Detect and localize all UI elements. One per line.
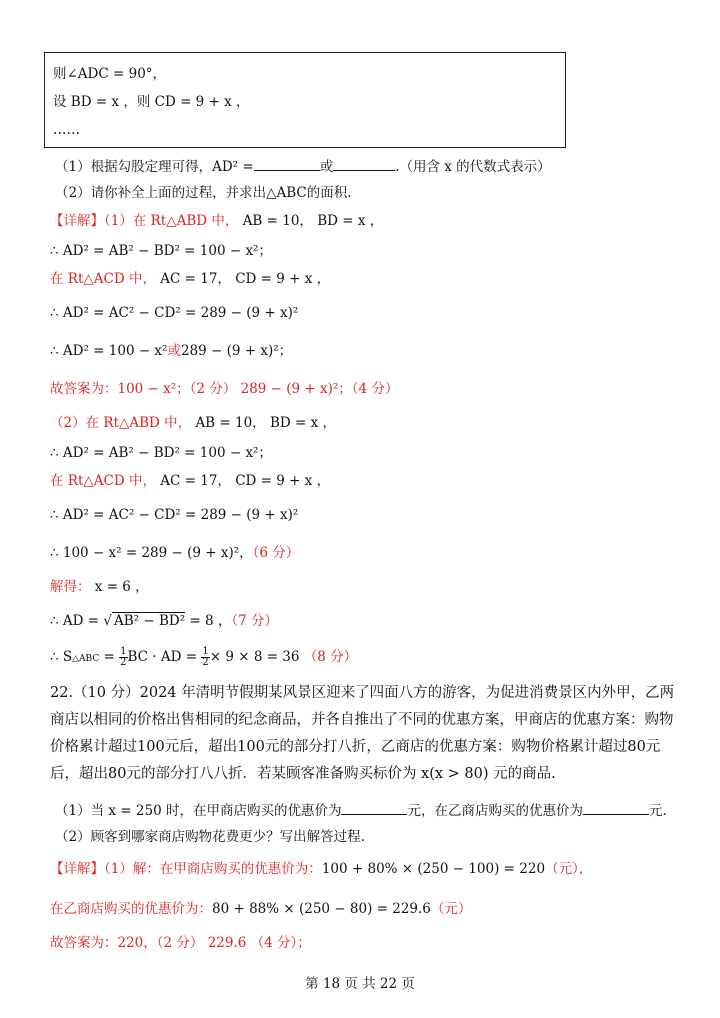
- p22-q1a: （1）当 x = 250 时，在甲商店购买的优惠价为: [55, 803, 342, 819]
- sol2-h4: × 9 × 8 = 36: [209, 649, 300, 665]
- q1-prefix: （1）根据勾股定理可得，AD² =: [55, 159, 254, 175]
- sol1-f: 故答案为：: [50, 381, 118, 397]
- question-1: [55, 156, 551, 176]
- sqrt-sign: √: [103, 613, 112, 629]
- problem-22-text: 22.（10 分）2024 年清明节假期某风景区迎来了四面八方的游客，为促进消费景区内外甲，乙两商店以相同的价格出售相同的纪念商品，并各自推出了不同的优惠方案，甲商店的优惠方案：购物价格累计超过100元后，超出100元的部分打八折，乙商店的优惠方案：购物价格累计超过80元后，超出80元的部分打八八折．若某顾客准备购买标价为 x(x > 80) 元的商品.: [50, 685, 675, 782]
- sol2-c2: AC = 17， CD = 9 + x ，: [160, 473, 331, 489]
- sol2-e2: （6 分）: [252, 545, 300, 561]
- page-footer: 第 18 页 共 22 页: [305, 976, 415, 992]
- sol2-f: 解得：: [50, 579, 91, 595]
- frac2-den: 2: [202, 657, 209, 668]
- q1-or: 或: [319, 159, 334, 175]
- given-box: [44, 52, 566, 148]
- frac1-num: 1: [120, 646, 127, 657]
- sol1-c: 在 Rt△ACD 中，: [50, 271, 156, 287]
- sol1-f2: 100 − x²；（2 分） 289 − (9 + x)²；（4 分）: [117, 381, 399, 397]
- p22-s1: （1）解：在甲商店购买的优惠价为：: [104, 861, 322, 877]
- answer-blank-4[interactable]: [583, 800, 649, 815]
- p22-s2e: （元）: [430, 901, 472, 917]
- sol1-c2: AC = 17， CD = 9 + x ，: [160, 271, 331, 287]
- sol2-b: ∴ AD² = AB² − BD² = 100 − x²；: [50, 445, 272, 461]
- solution-2-line-h: [50, 644, 357, 672]
- sol1-d: ∴ AD² = AC² − CD² = 289 − (9 + x)²: [50, 305, 299, 321]
- solution-2-line-g: [50, 612, 278, 630]
- p22-solution-line-3: [50, 934, 311, 952]
- solution-1-line-c: [50, 270, 330, 288]
- p22-s2: 在乙商店购买的优惠价为：: [50, 901, 212, 917]
- solution-heading: 【详解】: [50, 213, 104, 229]
- fraction-half-1: [119, 647, 127, 668]
- sol2-f2: x = 6 ，: [94, 579, 149, 595]
- sol1-e1: ∴ AD² = 100 − x²: [50, 343, 168, 359]
- sol1-a: （1）在 Rt△ABD 中，: [104, 213, 239, 229]
- sol2-h5: （8 分）: [303, 649, 358, 665]
- box-line-1: 则∠ADC = 90°，: [53, 66, 167, 82]
- p22-s1m: 100 + 80% × (250 − 100) = 220: [321, 861, 546, 877]
- question-2: （2）请你补全上面的过程，并求出△ABC的面积.: [55, 185, 352, 201]
- box-line-2: 设 BD = x ，则 CD = 9 + x ，: [53, 94, 250, 110]
- p22-s1e: （元），: [545, 861, 593, 877]
- answer-blank-3[interactable]: [341, 800, 407, 815]
- p22-solution-heading: 【详解】: [50, 861, 104, 877]
- solution-1-line-e: [50, 342, 292, 360]
- sqrt-radicand: AB² − BD²: [113, 613, 186, 629]
- answer-blank-1[interactable]: [254, 156, 320, 171]
- sol1-a2: AB = 10， BD = x ，: [242, 213, 384, 229]
- p22-solution-line-1: [50, 860, 592, 878]
- sol2-e: ∴ 100 − x² = 289 − (9 + x)²，: [50, 545, 253, 561]
- sol2-a: （2）在 Rt△ABD 中，: [50, 415, 192, 431]
- sol1-b: ∴ AD² = AB² − BD² = 100 − x²；: [50, 243, 272, 259]
- sol2-h1: ∴ S: [50, 649, 73, 665]
- p22-q1c: 元.: [648, 803, 667, 819]
- sol2-g3: （7 分）: [231, 613, 279, 629]
- p22-s3: 故答案为：: [50, 935, 118, 951]
- p22-q1b: 元，在乙商店购买的优惠价为: [407, 803, 583, 819]
- sol2-d: ∴ AD² = AC² − CD² = 289 − (9 + x)²: [50, 507, 299, 523]
- problem-22-q1: [55, 800, 667, 820]
- frac2-num: 1: [202, 646, 209, 657]
- frac1-den: 2: [120, 657, 127, 668]
- solution-2-line-c: [50, 472, 330, 490]
- sol2-h2: =: [99, 649, 120, 665]
- sol2-g2: = 8 ，: [185, 613, 232, 629]
- p22-solution-line-2: [50, 900, 471, 918]
- sol2-a2: AB = 10， BD = x ，: [195, 415, 337, 431]
- p22-s3m: 220，（2 分） 229.6 （4 分）；: [117, 935, 311, 951]
- solution-1-line-f: [50, 380, 398, 398]
- sol1-e3: 289 − (9 + x)²；: [180, 343, 293, 359]
- solution-2-line-a: [50, 414, 336, 432]
- problem-22-q2: （2）顾客到哪家商店购物花费更少？写出解答过程.: [55, 829, 365, 845]
- p22-s2m: 80 + 88% × (250 − 80) = 229.6: [212, 901, 431, 917]
- solution-2-line-e: [50, 544, 299, 562]
- sol1-e2: 或: [167, 343, 181, 359]
- fraction-half-2: [201, 647, 209, 668]
- sol2-c: 在 Rt△ACD 中，: [50, 473, 156, 489]
- solution-2-line-f: [50, 578, 149, 596]
- solution-1-line-a: [50, 212, 383, 230]
- box-line-3: ……: [53, 122, 80, 138]
- q1-suffix: .（用含 x 的代数式表示）: [395, 159, 551, 175]
- sol2-h3: BC · AD =: [127, 649, 202, 665]
- sol2-g1: ∴ AD =: [50, 613, 104, 629]
- area-subscript: △ABC: [72, 654, 100, 664]
- answer-blank-2[interactable]: [333, 156, 395, 171]
